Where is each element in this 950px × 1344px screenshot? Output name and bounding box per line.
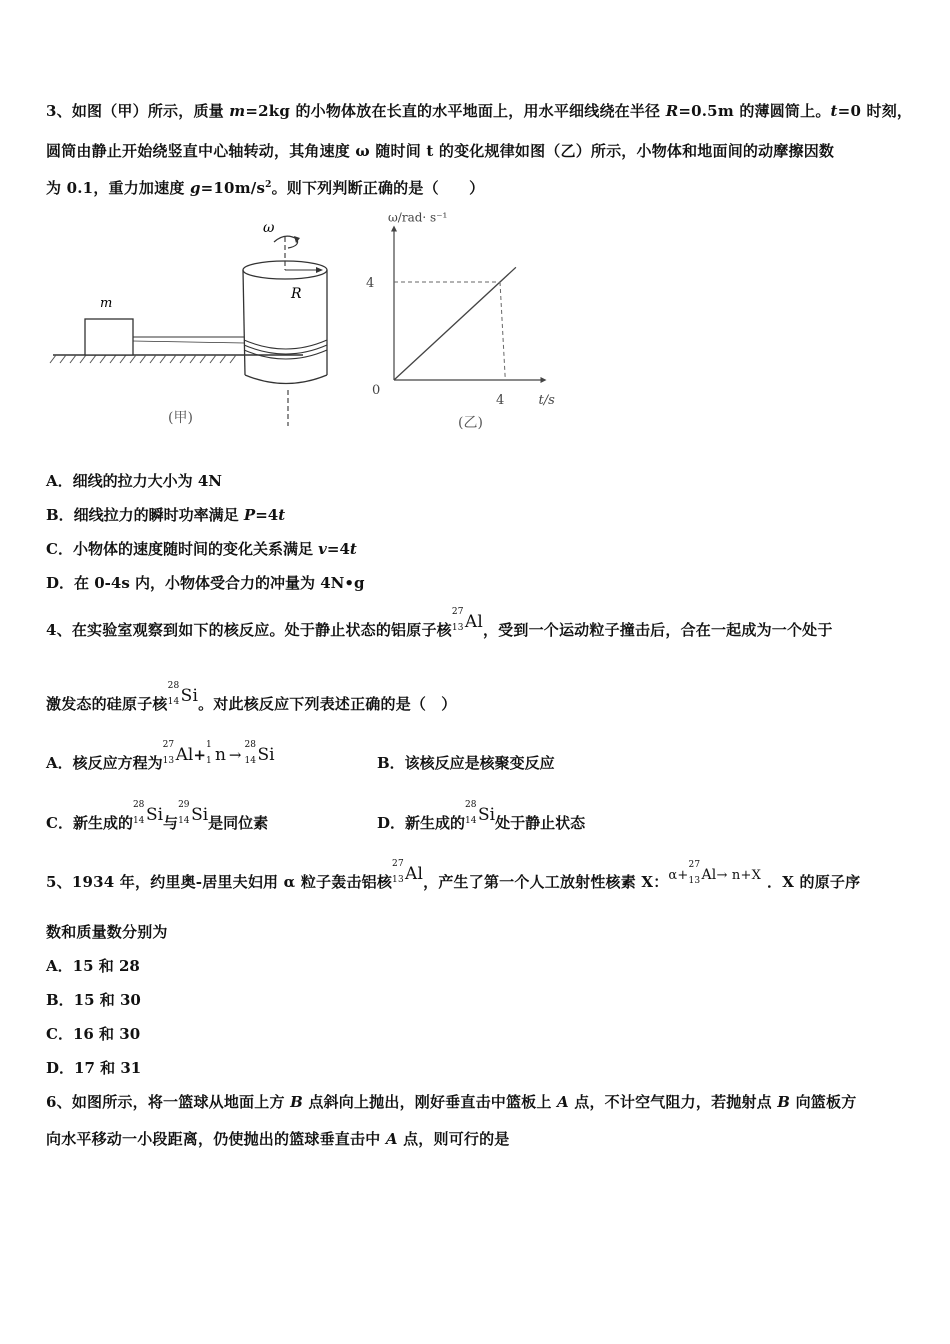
- figure-yi-chart: [360, 212, 580, 437]
- q3-line1: 3、如图（甲）所示，质量 m=2kg 的小物体放在长直的水平地面上，用水平细线绕在半径 R=0.5m 的薄圆筒上。t=0 时刻，: [46, 102, 913, 120]
- nuclide-al: 27 13 Al: [451, 607, 483, 633]
- q5-option-b: B．15 和 30: [46, 991, 141, 1009]
- block-m: [85, 319, 133, 355]
- q3-option-c: C．小物体的速度随时间的变化关系满足 v=4t: [46, 540, 357, 558]
- y-tick-4: 4: [366, 276, 375, 291]
- omega-label: ω: [263, 220, 275, 236]
- q4-option-c: C．新生成的 28 14 Si与 29 14 Si是同位素: [46, 800, 269, 832]
- mass-label: m: [100, 296, 113, 311]
- q3-option-d: D．在 0-4s 内，小物体受合力的冲量为 4N•g: [46, 574, 365, 592]
- y-axis-arrow: [391, 226, 397, 232]
- q3-line2: 圆筒由静止开始绕竖直中心轴转动，其角速度 ω 随时间 t 的变化规律如图（乙）所示，小物体和地面间的动摩擦因数: [46, 142, 835, 160]
- series-omega-line: [394, 267, 516, 380]
- radius-label: R: [291, 286, 302, 302]
- x-tick-4: 4: [496, 393, 505, 408]
- q3-option-b: B．细线拉力的瞬时功率满足 P=4t: [46, 506, 286, 524]
- q6-line1: 6、如图所示，将一篮球从地面上方 B 点斜向上抛出，刚好垂直击中篮板上 A 点，不计空气阻力，若抛射点 B 向篮板方: [46, 1093, 857, 1111]
- caption-yi: (乙): [458, 415, 483, 431]
- x-axis-arrow: [541, 377, 547, 383]
- ground-hatch: [50, 355, 236, 363]
- q5-line2: 数和质量数分别为: [46, 923, 168, 941]
- eq-nuclide-n: 1 1 n: [205, 740, 226, 766]
- eq-nuclide-al: 27 13 Al: [162, 740, 194, 766]
- q5-option-d: D．17 和 31: [46, 1059, 142, 1077]
- q4-line2: 激发态的硅原子核 28 14 Si。对此核反应下列表述正确的是（ ）: [46, 681, 457, 713]
- x-axis-label: t/s: [538, 393, 555, 408]
- guide-vertical: [500, 282, 505, 380]
- q4-option-d: D．新生成的 28 14 Si处于静止状态: [377, 800, 586, 832]
- eq-nuclide-si: 28 14 Si: [244, 740, 275, 766]
- caption-jia: (甲): [168, 410, 193, 426]
- q5-option-c: C．16 和 30: [46, 1025, 141, 1043]
- rotation-arrow-icon: [274, 236, 298, 248]
- origin-label: 0: [372, 383, 381, 398]
- winding-1: [244, 340, 327, 349]
- y-axis-label: ω/rad· s⁻¹: [388, 212, 448, 225]
- figure-jia: [48, 212, 348, 432]
- q6-line2: 向水平移动一小段距离，仍使抛出的篮球垂直击中 A 点，则可行的是: [46, 1130, 510, 1148]
- q3-line3: 为 0.1，重力加速度 $g=10m/s^2$。则下列判断正确的是（ ）: [46, 179, 485, 197]
- q3-option-a: A．细线的拉力大小为 4N: [46, 472, 223, 490]
- q5-option-a: A．15 和 28: [46, 957, 140, 975]
- q4-option-a: A．核反应方程为 27 13 Al+ 1 1 n → 28 14 Si: [46, 740, 275, 772]
- q4-option-b: B．该核反应是核聚变反应: [377, 754, 555, 772]
- q4-line1: 4、在实验室观察到如下的核反应。处于静止状态的铝原子核 27 13 Al，受到一个运动粒子撞击后，合在一起成为一个处于: [46, 607, 833, 639]
- nuclide-si29: 29 14 Si: [178, 800, 209, 826]
- q5-line1: 5、1934 年，约里奥-居里夫妇用 α 粒子轰击铝核 27 13 Al，产生了第一个人工放射性核素 X：α+ 27 13 Al→ n+X ．X 的原子序: [46, 859, 861, 891]
- nuclide-si: 28 14 Si: [167, 681, 199, 707]
